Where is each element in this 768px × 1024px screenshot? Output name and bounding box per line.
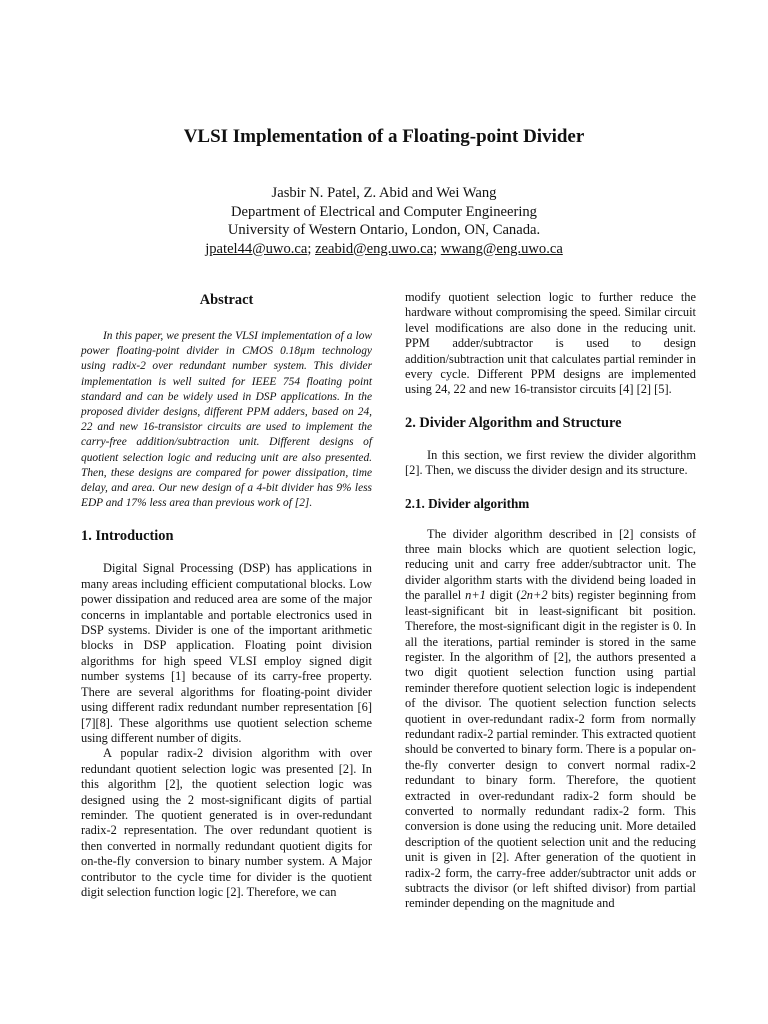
left-column [81,290,372,900]
author-block [0,184,768,258]
introduction-paragraph-3: modify quotient selection logic to further reduce the hardware without compromising the speed. Similar circuit level modifications are also done in the reducing unit. PPM adder/subtractor is used to design addition/subtraction unit that calculates partial reminder in every cycle. Different PPM designs are implemented using 24, 22 and new 16-transistor circuits [4] [2] [5]. [405,290,696,397]
section-2-paragraph-1: In this section, we first review the divider algorithm [2]. Then, we discuss the divider design and its structure. [405,447,696,478]
subsection-2-1-paragraph [405,527,696,912]
algorithm-text: bits) register beginning from least-significant bit in least-significant bit position. Therefore, the most-significant digit in the register is 0. In all the iterations, partial reminder is stored in the same register. In the algorithm of [2], the authors presented a two digit quotient selection function using partial reminder therefore quotient selection logic is independent of the divisor. The quotient selection function selects quotient in over-redundant radix-2 form from normally redundant radix-2 partial reminder. This extracted quotient should be converted to binary form. There is a popular on-the-fly converter design to convert normal radix-2 redundant to binary form. Therefore, the quotient extracted in over-redundant radix-2 form should be converted to normally redundant radix-2 form. This conversion is done using the reducing unit. More detailed description of the quotient selection unit and the reducing unit is given in [2]. After generation of the quotient in radix-2 form, the carry-free adder/subtractor unit adds or subtracts the divisor (or left shifted divisor) from partial reminder depending on the magnitude and [405,588,697,911]
introduction-paragraph-2: A popular radix-2 division algorithm with over redundant quotient selection logic was presented [2]. In this algorithm [2], the quotient selection logic was designed using the 2 most-significant digits of partial reminder. The quotient generated is in over-redundant radix-2 representation. The over redundant quotient is then converted in normally redundant quotient digits for on-the-fly conversion to binary number system. A Major contributor to the cycle time for divider is the quotient digit selection function logic [2]. Therefore, we can [81,746,372,899]
introduction-paragraph-1: Digital Signal Processing (DSP) has applications in many areas including efficient computational blocks. Low power dissipation and reduced area are some of the major concerns in implantable and portable electronics used in DSP systems. Divider is one of the important arithmetic blocks in DSP application. Floating point division algorithms for high speed VLSI employ signed digit number systems [1] because of its carry-free property. There are several algorithms for floating-point divider using different radix redundant number representation [6][7][8]. These algorithms use quotient selection scheme using different number of digits. [81,561,372,745]
right-column [405,290,696,912]
email-link-patel[interactable]: jpatel44@uwo.ca [205,240,308,257]
author-university: University of Western Ontario, London, ON, Canada. [227,222,541,238]
paper-title: VLSI Implementation of a Floating-point Divider [183,126,585,147]
email-link-wang[interactable]: wwang@eng.uwo.ca [440,240,563,257]
author-department: Department of Electrical and Computer Engineering [231,203,537,220]
introduction-heading: 1. Introduction [81,528,174,545]
email-link-abid[interactable]: zeabid@eng.uwo.ca [315,240,434,257]
algorithm-text: The divider algorithm described in [2] consists of three main blocks which are quotient selection logic, reducing unit and carry free adder/subtractor unit. The divider algorithm starts with the dividend being loaded in the parallel [405,526,696,603]
subsection-2-1-heading: 2.1. Divider algorithm [405,495,530,511]
variable-2n-plus-2: 2n+2 [520,588,548,603]
variable-n-plus-1: n+1 [465,588,486,603]
author-emails [0,240,768,259]
algorithm-text: digit ( [485,588,521,603]
author-names: Jasbir N. Patel, Z. Abid and Wei Wang [271,185,497,201]
email-separator: ; [433,240,441,257]
section-2-heading: 2. Divider Algorithm and Structure [405,414,622,431]
email-separator: ; [307,240,316,257]
abstract-heading: Abstract [199,292,254,308]
abstract-text: In this paper, we present the VLSI implementation of a low power floating-point divider in CMOS 0.18µm technology using radix-2 over redundant number system. This divider implementation is well suited for IEEE 754 floating point standard and can be widely used in DSP applications. In the proposed divider designs, different PPM adders, based on 24, 22 and new 16-transistor circuits are used to implement the carry-free addition/subtraction unit. Different designs of quotient selection logic and reducing unit are also presented. Then, these designs are compared for power dissipation, time delay, and area. Our new design of a 4-bit divider has 9% less EDP and 17% less area than previous work of [2]. [81,330,372,510]
